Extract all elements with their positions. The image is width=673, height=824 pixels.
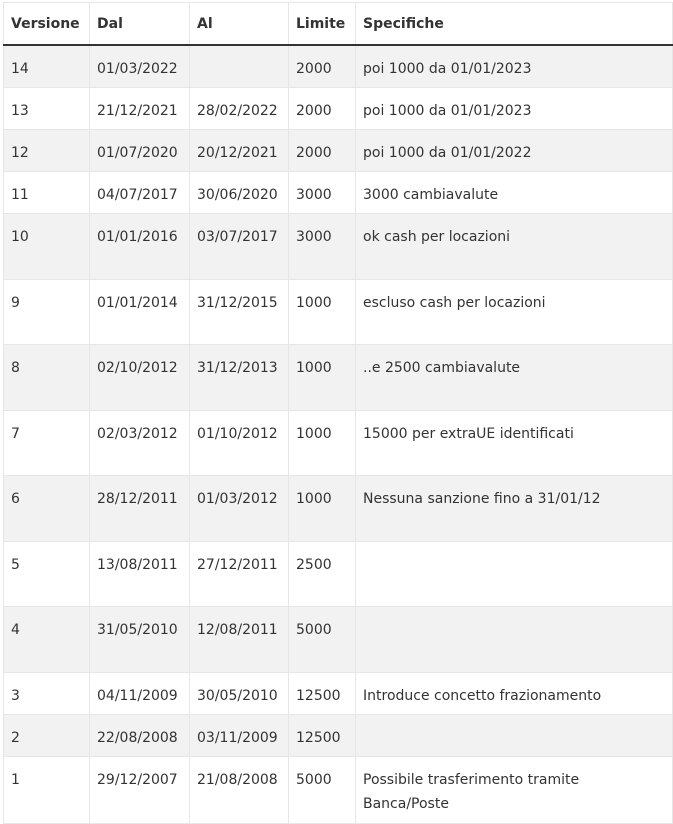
table-row	[4, 45, 673, 88]
cell-limit: 2000	[289, 130, 356, 172]
cell-from: 21/12/2021	[90, 88, 190, 130]
cell-version: 3	[4, 673, 90, 715]
cell-from: 01/07/2020	[90, 130, 190, 172]
cell-notes: escluso cash per locazioni	[356, 280, 673, 345]
table-row	[4, 280, 673, 345]
cell-notes: Possibile trasferimento tramite Banca/Poste	[356, 757, 673, 824]
cell-notes: poi 1000 da 01/01/2022	[356, 130, 673, 172]
column-header-from: Dal	[90, 3, 190, 46]
column-header-to: Al	[190, 3, 289, 46]
cell-notes: poi 1000 da 01/01/2023	[356, 88, 673, 130]
cell-notes	[356, 715, 673, 757]
cell-limit: 1000	[289, 345, 356, 411]
cell-to: 20/12/2021	[190, 130, 289, 172]
cell-version: 1	[4, 757, 90, 824]
cell-from: 28/12/2011	[90, 476, 190, 542]
table-body	[4, 45, 673, 824]
cell-version: 10	[4, 214, 90, 280]
cell-to: 03/11/2009	[190, 715, 289, 757]
cell-to: 31/12/2015	[190, 280, 289, 345]
table-row	[4, 542, 673, 607]
cell-to: 31/12/2013	[190, 345, 289, 411]
cell-to: 28/02/2022	[190, 88, 289, 130]
table-row	[4, 607, 673, 673]
cell-version: 7	[4, 411, 90, 476]
cell-notes: poi 1000 da 01/01/2023	[356, 45, 673, 88]
cell-from: 04/07/2017	[90, 172, 190, 214]
cell-to	[190, 45, 289, 88]
table-row	[4, 130, 673, 172]
cell-from: 29/12/2007	[90, 757, 190, 824]
column-header-limit: Limite	[289, 3, 356, 46]
cell-to: 01/10/2012	[190, 411, 289, 476]
cell-notes: 15000 per extraUE identificati	[356, 411, 673, 476]
version-table-container	[3, 2, 672, 824]
cell-from: 01/01/2014	[90, 280, 190, 345]
table-row	[4, 345, 673, 411]
column-header-notes: Specifiche	[356, 3, 673, 46]
cell-notes	[356, 542, 673, 607]
cell-notes	[356, 607, 673, 673]
cell-to: 30/05/2010	[190, 673, 289, 715]
cell-limit: 5000	[289, 607, 356, 673]
cell-version: 6	[4, 476, 90, 542]
cell-to: 30/06/2020	[190, 172, 289, 214]
cell-to: 12/08/2011	[190, 607, 289, 673]
cell-version: 12	[4, 130, 90, 172]
cell-limit: 3000	[289, 172, 356, 214]
cell-from: 01/03/2022	[90, 45, 190, 88]
cell-version: 8	[4, 345, 90, 411]
cell-from: 01/01/2016	[90, 214, 190, 280]
cell-limit: 2000	[289, 45, 356, 88]
cell-limit: 12500	[289, 673, 356, 715]
cell-to: 03/07/2017	[190, 214, 289, 280]
table-row	[4, 715, 673, 757]
cell-limit: 1000	[289, 280, 356, 345]
cell-limit: 1000	[289, 411, 356, 476]
cell-limit: 2500	[289, 542, 356, 607]
cell-from: 22/08/2008	[90, 715, 190, 757]
cell-from: 04/11/2009	[90, 673, 190, 715]
cell-version: 13	[4, 88, 90, 130]
header-row	[4, 3, 673, 46]
cell-notes: ok cash per locazioni	[356, 214, 673, 280]
cell-from: 02/03/2012	[90, 411, 190, 476]
cell-version: 9	[4, 280, 90, 345]
cell-from: 02/10/2012	[90, 345, 190, 411]
cell-limit: 2000	[289, 88, 356, 130]
table-row	[4, 476, 673, 542]
table-row	[4, 172, 673, 214]
cell-notes: ..e 2500 cambiavalute	[356, 345, 673, 411]
cell-version: 4	[4, 607, 90, 673]
table-row	[4, 757, 673, 824]
cell-version: 11	[4, 172, 90, 214]
cell-limit: 3000	[289, 214, 356, 280]
cell-limit: 5000	[289, 757, 356, 824]
cell-to: 01/03/2012	[190, 476, 289, 542]
table-row	[4, 88, 673, 130]
table-header	[4, 3, 673, 46]
column-header-version: Versione	[4, 3, 90, 46]
cell-from: 13/08/2011	[90, 542, 190, 607]
cell-limit: 12500	[289, 715, 356, 757]
cell-to: 27/12/2011	[190, 542, 289, 607]
table-row	[4, 411, 673, 476]
table-row	[4, 214, 673, 280]
cell-version: 14	[4, 45, 90, 88]
cell-version: 5	[4, 542, 90, 607]
cell-to: 21/08/2008	[190, 757, 289, 824]
version-table	[3, 2, 673, 824]
cell-notes: Introduce concetto frazionamento	[356, 673, 673, 715]
cell-limit: 1000	[289, 476, 356, 542]
cell-notes: 3000 cambiavalute	[356, 172, 673, 214]
table-row	[4, 673, 673, 715]
cell-version: 2	[4, 715, 90, 757]
cell-notes: Nessuna sanzione fino a 31/01/12	[356, 476, 673, 542]
cell-from: 31/05/2010	[90, 607, 190, 673]
